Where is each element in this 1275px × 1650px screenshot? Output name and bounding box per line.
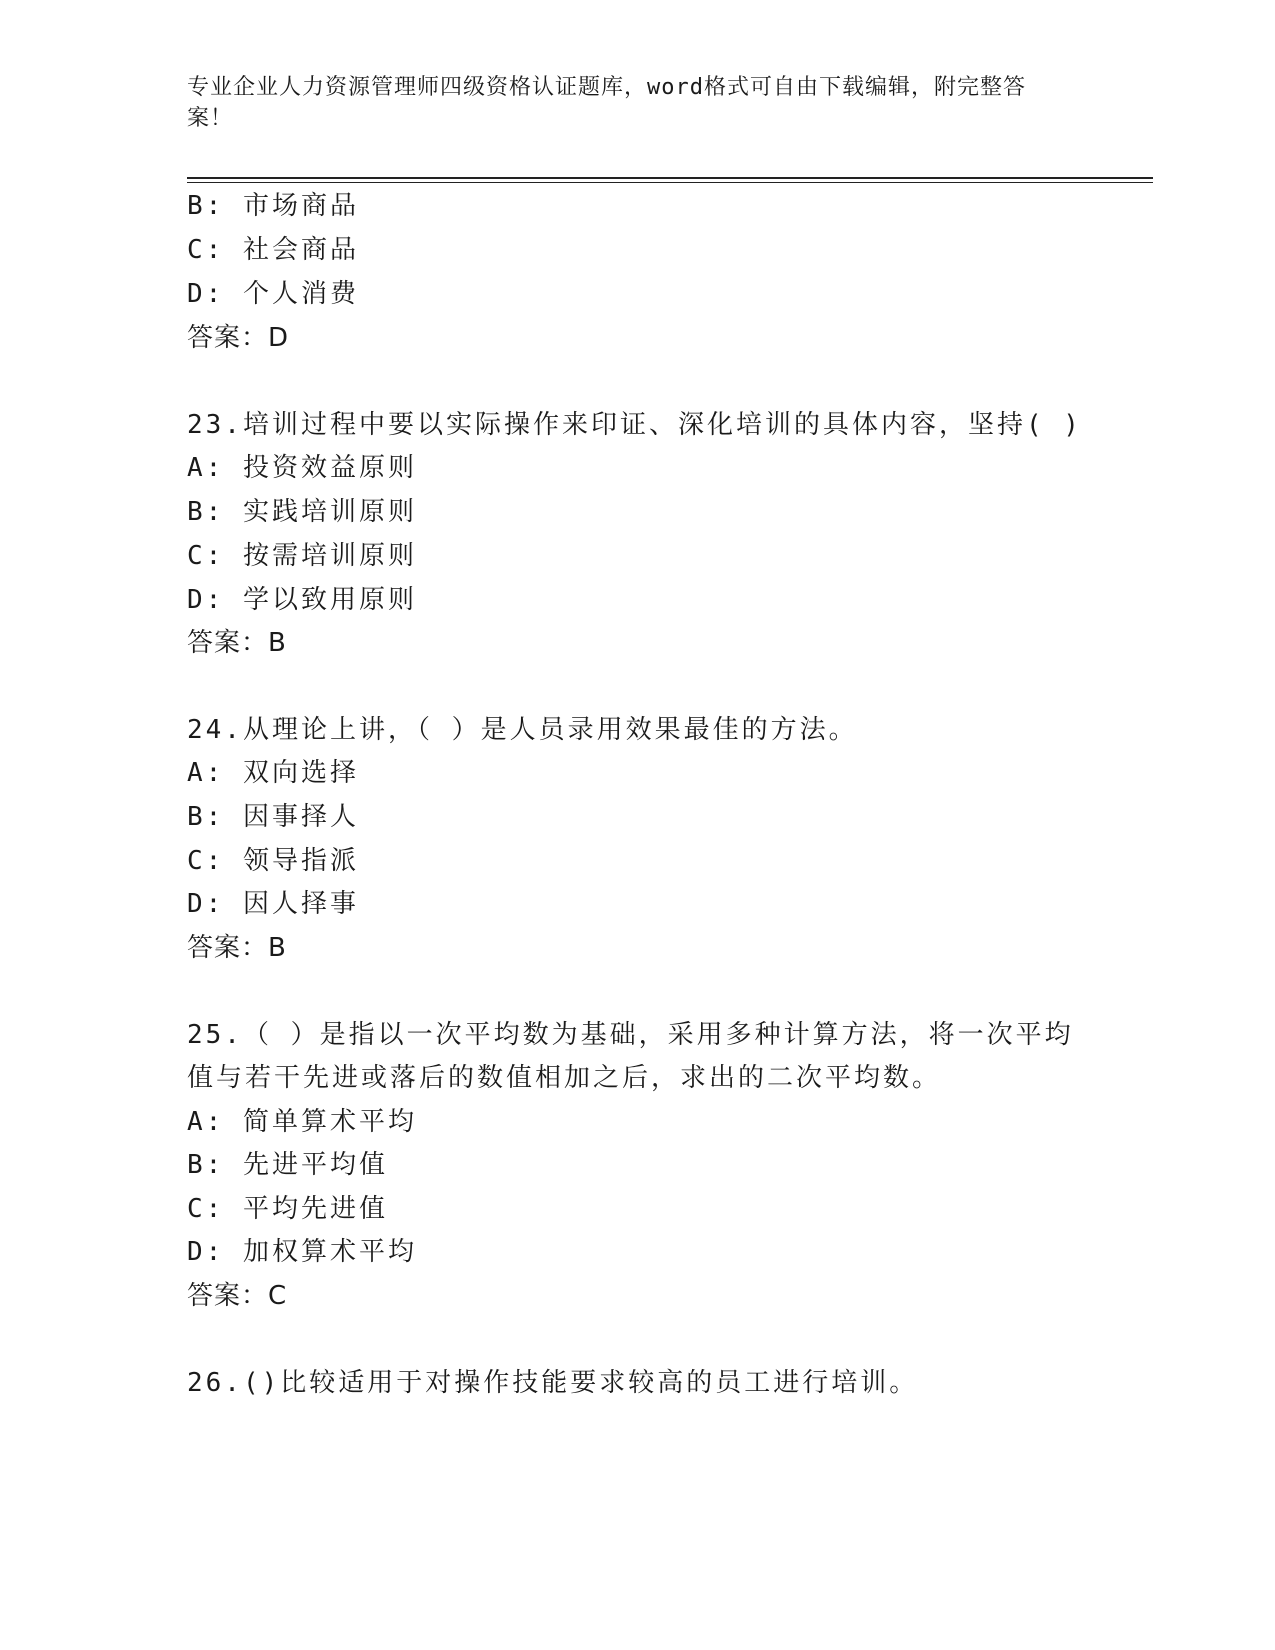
answer-line: 答案：C: [187, 1281, 288, 1311]
option-c: C: 社会商品: [187, 235, 359, 265]
header-rule-thick: [187, 177, 1153, 179]
option-a: A: 双向选择: [187, 758, 359, 788]
option-d: D: 因人择事: [187, 889, 359, 919]
question-25-line-1: 25.（ ）是指以一次平均数为基础，采用多种计算方法，将一次平均: [187, 1020, 1074, 1050]
option-b: B: 实践培训原则: [187, 497, 417, 527]
question-24: 24.从理论上讲，（ ）是人员录用效果最佳的方法。: [187, 715, 858, 745]
option-a: A: 简单算术平均: [187, 1107, 417, 1137]
question-23: 23.培训过程中要以实际操作来印证、深化培训的具体内容，坚持( ): [187, 410, 1082, 440]
option-a: A: 投资效益原则: [187, 453, 417, 483]
option-b: B: 因事择人: [187, 802, 359, 832]
option-c: C: 平均先进值: [187, 1194, 388, 1224]
answer-line: 答案：B: [187, 628, 287, 658]
page-header: 专业企业人力资源管理师四级资格认证题库，word格式可自由下载编辑，附完整答案！: [187, 75, 1026, 131]
option-c: C: 领导指派: [187, 846, 359, 876]
option-b: B: 市场商品: [187, 191, 359, 221]
header-rule-thin: [187, 182, 1153, 183]
option-b: B: 先进平均值: [187, 1150, 388, 1180]
option-d: D: 个人消费: [187, 279, 359, 309]
option-c: C: 按需培训原则: [187, 541, 417, 571]
question-26: 26.()比较适用于对操作技能要求较高的员工进行培训。: [187, 1368, 919, 1398]
answer-line: 答案：B: [187, 933, 287, 963]
option-d: D: 加权算术平均: [187, 1237, 417, 1267]
question-25-line-2: 值与若干先进或落后的数值相加之后，求出的二次平均数。: [187, 1063, 942, 1093]
option-d: D: 学以致用原则: [187, 585, 417, 615]
answer-line: 答案：D: [187, 323, 290, 353]
